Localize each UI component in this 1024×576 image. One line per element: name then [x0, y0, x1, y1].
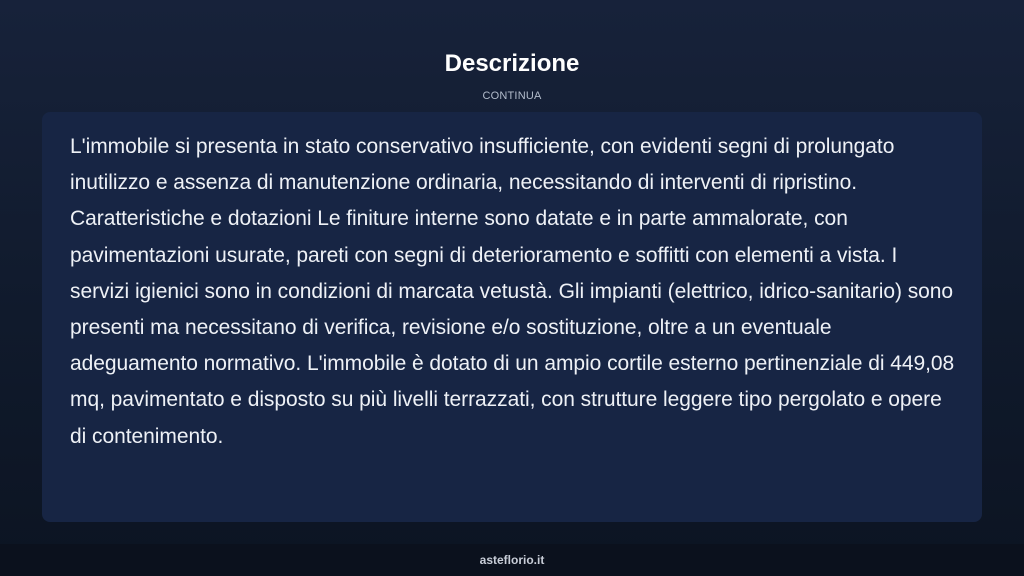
page-subtitle: CONTINUA: [482, 90, 542, 102]
description-card: [42, 112, 982, 522]
description-text: L'immobile si presenta in stato conservativo insufficiente, con evidenti segni di prolungato inutilizzo e assenza di manutenzione ordinaria, necessitando di interventi di ripristino. Caratteristiche e dotazioni Le finiture interne sono datate e in parte ammalorate, con pavimentazioni usurate, pareti con segni di deterioramento e soffitti con elementi a vista. I servizi igienici sono in condizioni di marcata vetustà. Gli impianti (elettrico, idrico-sanitario) sono presenti ma necessitano di verifica, revisione e/o sostituzione, oltre a un eventuale adeguamento normativo. L'immobile è dotato di un ampio cortile esterno pertinenziale di 449,08 mq, pavimentato e disposto su più livelli terrazzati, con strutture leggere tipo pergolato e opere di contenimento.: [70, 135, 955, 448]
footer-site-name: asteflorio.it: [479, 553, 545, 567]
page-title: Descrizione: [444, 50, 580, 77]
